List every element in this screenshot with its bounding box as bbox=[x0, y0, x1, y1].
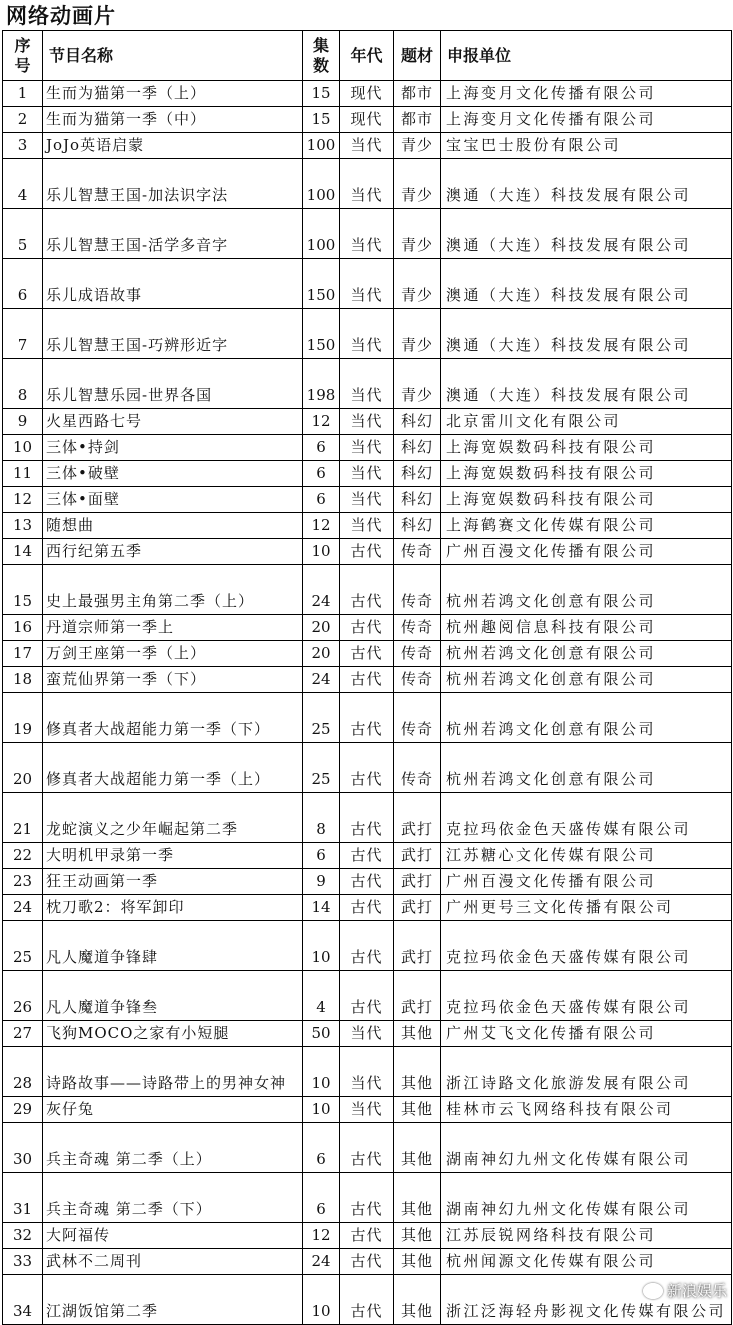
cell-seq: 22 bbox=[3, 843, 43, 869]
table-row bbox=[3, 209, 732, 259]
cell-name: 武林不二周刊 bbox=[43, 1249, 303, 1275]
cell-genre: 其他 bbox=[394, 1021, 441, 1047]
cell-genre: 传奇 bbox=[394, 693, 441, 743]
cell-seq: 16 bbox=[3, 615, 43, 641]
cell-name: 丹道宗师第一季上 bbox=[43, 615, 303, 641]
cell-unit: 澳通（大连）科技发展有限公司 bbox=[441, 259, 732, 309]
header-episodes-line1: 集 bbox=[312, 35, 329, 55]
cell-seq: 14 bbox=[3, 539, 43, 565]
cell-unit: 广州百漫文化传播有限公司 bbox=[441, 539, 732, 565]
cell-genre: 传奇 bbox=[394, 565, 441, 615]
cell-era: 现代 bbox=[340, 107, 394, 133]
cell-seq: 21 bbox=[3, 793, 43, 843]
cell-episodes: 24 bbox=[303, 667, 340, 693]
table-row bbox=[3, 921, 732, 971]
cell-seq: 13 bbox=[3, 513, 43, 539]
cell-unit: 宝宝巴士股份有限公司 bbox=[441, 133, 732, 159]
table-row bbox=[3, 565, 732, 615]
cell-seq: 28 bbox=[3, 1047, 43, 1097]
cell-era: 当代 bbox=[340, 133, 394, 159]
cell-genre: 其他 bbox=[394, 1223, 441, 1249]
cell-episodes: 6 bbox=[303, 487, 340, 513]
cell-episodes: 25 bbox=[303, 743, 340, 793]
table-row bbox=[3, 1173, 732, 1223]
header-episodes-line2: 数 bbox=[312, 55, 329, 75]
cell-name: 修真者大战超能力第一季（上） bbox=[43, 743, 303, 793]
cell-era: 当代 bbox=[340, 461, 394, 487]
header-name: 节目名称 bbox=[43, 31, 303, 81]
cell-genre: 传奇 bbox=[394, 539, 441, 565]
cell-genre: 传奇 bbox=[394, 667, 441, 693]
cell-episodes: 15 bbox=[303, 107, 340, 133]
cell-genre: 传奇 bbox=[394, 615, 441, 641]
weibo-logo-icon bbox=[643, 1283, 663, 1299]
cell-era: 现代 bbox=[340, 81, 394, 107]
cell-seq: 4 bbox=[3, 159, 43, 209]
cell-era: 古代 bbox=[340, 895, 394, 921]
cell-seq: 25 bbox=[3, 921, 43, 971]
cell-episodes: 6 bbox=[303, 1123, 340, 1173]
watermark-text: 新浪娱乐 bbox=[666, 1282, 727, 1300]
cell-genre: 传奇 bbox=[394, 743, 441, 793]
cell-unit: 克拉玛依金色天盛传媒有限公司 bbox=[441, 793, 732, 843]
cell-genre: 武打 bbox=[394, 921, 441, 971]
cell-unit: 上海鹤赛文化传媒有限公司 bbox=[441, 513, 732, 539]
cell-genre: 其他 bbox=[394, 1123, 441, 1173]
cell-unit: 澳通（大连）科技发展有限公司 bbox=[441, 359, 732, 409]
cell-era: 古代 bbox=[340, 843, 394, 869]
cell-seq: 30 bbox=[3, 1123, 43, 1173]
animation-table bbox=[2, 30, 732, 1325]
cell-name: 江湖饭馆第二季 bbox=[43, 1275, 303, 1325]
cell-episodes: 4 bbox=[303, 971, 340, 1021]
cell-name: 乐儿成语故事 bbox=[43, 259, 303, 309]
cell-seq: 3 bbox=[3, 133, 43, 159]
cell-era: 当代 bbox=[340, 159, 394, 209]
table-row bbox=[3, 487, 732, 513]
cell-seq: 6 bbox=[3, 259, 43, 309]
cell-genre: 其他 bbox=[394, 1047, 441, 1097]
cell-name: 乐儿智慧王国-活学多音字 bbox=[43, 209, 303, 259]
cell-genre: 武打 bbox=[394, 869, 441, 895]
table-row bbox=[3, 513, 732, 539]
header-row bbox=[3, 31, 732, 81]
cell-seq: 12 bbox=[3, 487, 43, 513]
cell-genre: 青少 bbox=[394, 259, 441, 309]
cell-unit: 克拉玛依金色天盛传媒有限公司 bbox=[441, 921, 732, 971]
cell-unit: 杭州若鸿文化创意有限公司 bbox=[441, 641, 732, 667]
cell-name: 大阿福传 bbox=[43, 1223, 303, 1249]
cell-episodes: 6 bbox=[303, 843, 340, 869]
cell-seq: 24 bbox=[3, 895, 43, 921]
table-row bbox=[3, 793, 732, 843]
cell-seq: 33 bbox=[3, 1249, 43, 1275]
cell-seq: 9 bbox=[3, 409, 43, 435]
cell-unit: 桂林市云飞网络科技有限公司 bbox=[441, 1097, 732, 1123]
cell-name: 随想曲 bbox=[43, 513, 303, 539]
table-row bbox=[3, 693, 732, 743]
table-row bbox=[3, 1275, 732, 1325]
cell-seq: 11 bbox=[3, 461, 43, 487]
cell-seq: 27 bbox=[3, 1021, 43, 1047]
cell-era: 古代 bbox=[340, 693, 394, 743]
cell-unit: 杭州若鸿文化创意有限公司 bbox=[441, 693, 732, 743]
table-row bbox=[3, 81, 732, 107]
cell-name: 龙蛇演义之少年崛起第二季 bbox=[43, 793, 303, 843]
cell-genre: 青少 bbox=[394, 133, 441, 159]
table-row bbox=[3, 1249, 732, 1275]
cell-name: 大明机甲录第一季 bbox=[43, 843, 303, 869]
cell-episodes: 24 bbox=[303, 565, 340, 615]
cell-unit: 上海宽娱数码科技有限公司 bbox=[441, 461, 732, 487]
cell-episodes: 50 bbox=[303, 1021, 340, 1047]
page-title: 网络动画片 bbox=[6, 3, 116, 28]
cell-era: 古代 bbox=[340, 641, 394, 667]
cell-unit: 上海宽娱数码科技有限公司 bbox=[441, 435, 732, 461]
cell-name: 乐儿智慧王国-加法识字法 bbox=[43, 159, 303, 209]
cell-name: 飞狗MOCO之家有小短腿 bbox=[43, 1021, 303, 1047]
cell-genre: 青少 bbox=[394, 359, 441, 409]
cell-unit: 杭州趣阅信息科技有限公司 bbox=[441, 615, 732, 641]
cell-episodes: 198 bbox=[303, 359, 340, 409]
cell-genre: 其他 bbox=[394, 1275, 441, 1325]
cell-genre: 其他 bbox=[394, 1097, 441, 1123]
cell-genre: 武打 bbox=[394, 843, 441, 869]
header-era: 年代 bbox=[340, 31, 394, 81]
cell-episodes: 20 bbox=[303, 615, 340, 641]
cell-name: 史上最强男主角第二季（上） bbox=[43, 565, 303, 615]
header-seq-line2: 号 bbox=[14, 55, 31, 75]
cell-genre: 青少 bbox=[394, 159, 441, 209]
table-row bbox=[3, 843, 732, 869]
table-row bbox=[3, 159, 732, 209]
table-row bbox=[3, 259, 732, 309]
cell-episodes: 14 bbox=[303, 895, 340, 921]
cell-era: 当代 bbox=[340, 435, 394, 461]
cell-genre: 青少 bbox=[394, 309, 441, 359]
cell-name: 狂王动画第一季 bbox=[43, 869, 303, 895]
cell-episodes: 100 bbox=[303, 209, 340, 259]
cell-genre: 武打 bbox=[394, 793, 441, 843]
cell-unit: 江苏糖心文化传媒有限公司 bbox=[441, 843, 732, 869]
cell-unit: 北京雷川文化有限公司 bbox=[441, 409, 732, 435]
cell-episodes: 10 bbox=[303, 1275, 340, 1325]
cell-name: 兵主奇魂 第二季（下） bbox=[43, 1173, 303, 1223]
cell-era: 当代 bbox=[340, 209, 394, 259]
cell-era: 当代 bbox=[340, 513, 394, 539]
cell-genre: 青少 bbox=[394, 209, 441, 259]
cell-era: 当代 bbox=[340, 1047, 394, 1097]
cell-unit: 杭州若鸿文化创意有限公司 bbox=[441, 565, 732, 615]
table-row bbox=[3, 1223, 732, 1249]
cell-episodes: 6 bbox=[303, 461, 340, 487]
cell-unit: 广州艾飞文化传播有限公司 bbox=[441, 1021, 732, 1047]
cell-era: 古代 bbox=[340, 971, 394, 1021]
cell-name: 火星西路七号 bbox=[43, 409, 303, 435]
table-row bbox=[3, 539, 732, 565]
table-row bbox=[3, 1123, 732, 1173]
cell-unit: 湖南神幻九州文化传媒有限公司 bbox=[441, 1123, 732, 1173]
cell-genre: 科幻 bbox=[394, 409, 441, 435]
cell-genre: 科幻 bbox=[394, 461, 441, 487]
cell-unit: 澳通（大连）科技发展有限公司 bbox=[441, 209, 732, 259]
cell-episodes: 6 bbox=[303, 435, 340, 461]
table-row bbox=[3, 409, 732, 435]
table-row bbox=[3, 615, 732, 641]
cell-unit: 克拉玛依金色天盛传媒有限公司 bbox=[441, 971, 732, 1021]
cell-unit: 广州更号三文化传播有限公司 bbox=[441, 895, 732, 921]
cell-genre: 科幻 bbox=[394, 487, 441, 513]
cell-episodes: 150 bbox=[303, 259, 340, 309]
cell-unit: 澳通（大连）科技发展有限公司 bbox=[441, 309, 732, 359]
cell-era: 古代 bbox=[340, 1275, 394, 1325]
cell-genre: 其他 bbox=[394, 1173, 441, 1223]
cell-episodes: 8 bbox=[303, 793, 340, 843]
cell-era: 当代 bbox=[340, 359, 394, 409]
cell-name: 修真者大战超能力第一季（下） bbox=[43, 693, 303, 743]
table-row bbox=[3, 743, 732, 793]
cell-era: 古代 bbox=[340, 1123, 394, 1173]
cell-episodes: 9 bbox=[303, 869, 340, 895]
cell-seq: 19 bbox=[3, 693, 43, 743]
cell-era: 古代 bbox=[340, 921, 394, 971]
cell-era: 当代 bbox=[340, 1097, 394, 1123]
cell-genre: 传奇 bbox=[394, 641, 441, 667]
cell-seq: 26 bbox=[3, 971, 43, 1021]
cell-unit: 浙江诗路文化旅游发展有限公司 bbox=[441, 1047, 732, 1097]
cell-name: 枕刀歌2：将军卸印 bbox=[43, 895, 303, 921]
cell-era: 古代 bbox=[340, 539, 394, 565]
cell-era: 古代 bbox=[340, 869, 394, 895]
cell-name: 凡人魔道争锋叁 bbox=[43, 971, 303, 1021]
cell-unit: 江苏辰锐网络科技有限公司 bbox=[441, 1223, 732, 1249]
cell-seq: 5 bbox=[3, 209, 43, 259]
cell-unit: 湖南神幻九州文化传媒有限公司 bbox=[441, 1173, 732, 1223]
cell-unit: 浙江泛海轻舟影视文化传媒有限公司 bbox=[441, 1275, 732, 1325]
cell-name: 乐儿智慧乐园-世界各国 bbox=[43, 359, 303, 409]
cell-name: 凡人魔道争锋肆 bbox=[43, 921, 303, 971]
table-body bbox=[3, 81, 732, 1325]
cell-unit: 上海变月文化传播有限公司 bbox=[441, 81, 732, 107]
cell-era: 当代 bbox=[340, 409, 394, 435]
cell-episodes: 10 bbox=[303, 539, 340, 565]
cell-name: 三体•持剑 bbox=[43, 435, 303, 461]
table-row bbox=[3, 107, 732, 133]
cell-episodes: 6 bbox=[303, 1173, 340, 1223]
table-row bbox=[3, 359, 732, 409]
cell-seq: 18 bbox=[3, 667, 43, 693]
cell-era: 古代 bbox=[340, 565, 394, 615]
cell-episodes: 12 bbox=[303, 1223, 340, 1249]
cell-genre: 都市 bbox=[394, 81, 441, 107]
cell-genre: 武打 bbox=[394, 895, 441, 921]
cell-seq: 7 bbox=[3, 309, 43, 359]
cell-genre: 都市 bbox=[394, 107, 441, 133]
cell-unit: 上海宽娱数码科技有限公司 bbox=[441, 487, 732, 513]
cell-seq: 10 bbox=[3, 435, 43, 461]
table-row bbox=[3, 667, 732, 693]
cell-episodes: 25 bbox=[303, 693, 340, 743]
cell-genre: 其他 bbox=[394, 1249, 441, 1275]
cell-seq: 20 bbox=[3, 743, 43, 793]
table-row bbox=[3, 1097, 732, 1123]
cell-genre: 武打 bbox=[394, 971, 441, 1021]
cell-name: 生而为猫第一季（中） bbox=[43, 107, 303, 133]
cell-era: 古代 bbox=[340, 1249, 394, 1275]
cell-name: 三体•破壁 bbox=[43, 461, 303, 487]
cell-era: 古代 bbox=[340, 667, 394, 693]
table-row bbox=[3, 435, 732, 461]
cell-unit: 上海变月文化传播有限公司 bbox=[441, 107, 732, 133]
cell-unit: 杭州若鸿文化创意有限公司 bbox=[441, 743, 732, 793]
cell-name: 蛮荒仙界第一季（下） bbox=[43, 667, 303, 693]
cell-unit: 广州百漫文化传播有限公司 bbox=[441, 869, 732, 895]
cell-episodes: 10 bbox=[303, 921, 340, 971]
cell-seq: 17 bbox=[3, 641, 43, 667]
cell-episodes: 100 bbox=[303, 133, 340, 159]
table-row bbox=[3, 133, 732, 159]
cell-unit: 澳通（大连）科技发展有限公司 bbox=[441, 159, 732, 209]
cell-era: 古代 bbox=[340, 743, 394, 793]
header-genre: 题材 bbox=[394, 31, 441, 81]
cell-name: 西行纪第五季 bbox=[43, 539, 303, 565]
cell-seq: 31 bbox=[3, 1173, 43, 1223]
cell-name: 万剑王座第一季（上） bbox=[43, 641, 303, 667]
cell-episodes: 20 bbox=[303, 641, 340, 667]
table-row bbox=[3, 971, 732, 1021]
header-unit: 申报单位 bbox=[441, 31, 732, 81]
cell-seq: 29 bbox=[3, 1097, 43, 1123]
table-row bbox=[3, 1021, 732, 1047]
table-row bbox=[3, 461, 732, 487]
cell-seq: 1 bbox=[3, 81, 43, 107]
cell-seq: 8 bbox=[3, 359, 43, 409]
cell-episodes: 150 bbox=[303, 309, 340, 359]
cell-unit: 杭州闻源文化传媒有限公司 bbox=[441, 1249, 732, 1275]
cell-genre: 科幻 bbox=[394, 435, 441, 461]
table-row bbox=[3, 869, 732, 895]
header-episodes bbox=[303, 31, 340, 81]
cell-name: JoJo英语启蒙 bbox=[43, 133, 303, 159]
cell-seq: 34 bbox=[3, 1275, 43, 1325]
cell-episodes: 10 bbox=[303, 1097, 340, 1123]
cell-seq: 2 bbox=[3, 107, 43, 133]
cell-episodes: 10 bbox=[303, 1047, 340, 1097]
cell-era: 古代 bbox=[340, 1223, 394, 1249]
cell-episodes: 15 bbox=[303, 81, 340, 107]
watermark bbox=[643, 1280, 727, 1302]
cell-episodes: 100 bbox=[303, 159, 340, 209]
cell-seq: 15 bbox=[3, 565, 43, 615]
cell-era: 古代 bbox=[340, 1173, 394, 1223]
table-row bbox=[3, 641, 732, 667]
cell-era: 当代 bbox=[340, 1021, 394, 1047]
cell-name: 诗路故事——诗路带上的男神女神 bbox=[43, 1047, 303, 1097]
cell-episodes: 12 bbox=[303, 409, 340, 435]
cell-era: 当代 bbox=[340, 487, 394, 513]
cell-era: 古代 bbox=[340, 793, 394, 843]
cell-name: 生而为猫第一季（上） bbox=[43, 81, 303, 107]
cell-name: 灰仔兔 bbox=[43, 1097, 303, 1123]
cell-genre: 科幻 bbox=[394, 513, 441, 539]
cell-era: 当代 bbox=[340, 309, 394, 359]
cell-seq: 23 bbox=[3, 869, 43, 895]
cell-name: 兵主奇魂 第二季（上） bbox=[43, 1123, 303, 1173]
cell-era: 古代 bbox=[340, 615, 394, 641]
cell-era: 当代 bbox=[340, 259, 394, 309]
table-row bbox=[3, 1047, 732, 1097]
cell-unit: 杭州若鸿文化创意有限公司 bbox=[441, 667, 732, 693]
cell-name: 乐儿智慧王国-巧辨形近字 bbox=[43, 309, 303, 359]
table-row bbox=[3, 895, 732, 921]
header-seq-line1: 序 bbox=[14, 35, 31, 55]
header-seq bbox=[3, 31, 43, 81]
table-row bbox=[3, 309, 732, 359]
cell-seq: 32 bbox=[3, 1223, 43, 1249]
cell-episodes: 24 bbox=[303, 1249, 340, 1275]
cell-episodes: 12 bbox=[303, 513, 340, 539]
cell-name: 三体•面壁 bbox=[43, 487, 303, 513]
